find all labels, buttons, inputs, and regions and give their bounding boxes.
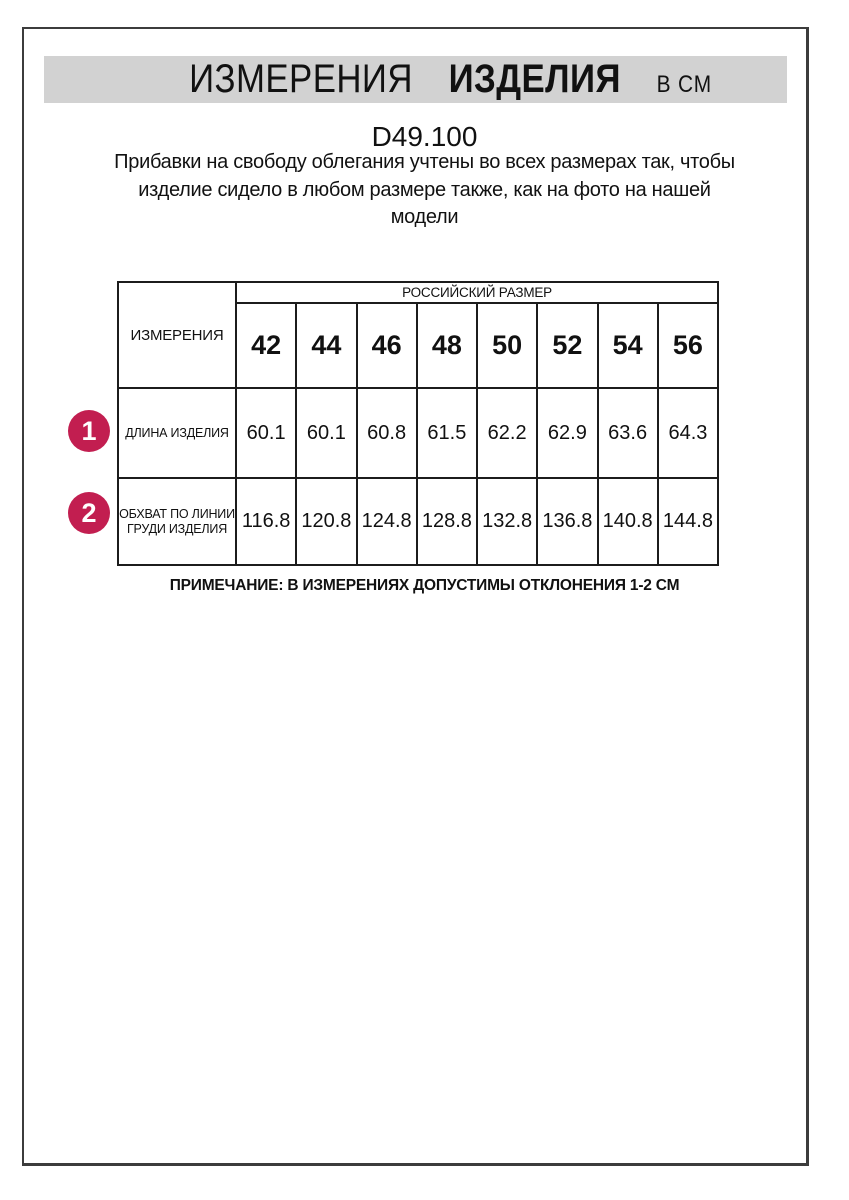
size-header-44: 44 [296, 303, 356, 388]
title-product: ИЗДЕЛИЯ [448, 57, 621, 101]
title-unit-label: В СМ [656, 71, 712, 98]
length-value-44: 60.1 [296, 388, 356, 478]
length-value-54: 63.6 [598, 388, 658, 478]
title-measurements: ИЗМЕРЕНИЯ [189, 57, 413, 101]
chest-value-44: 120.8 [296, 478, 356, 565]
measurements-table [117, 281, 719, 566]
description-line-3: модели [390, 206, 459, 228]
length-value-52: 62.9 [537, 388, 597, 478]
size-header-42: 42 [236, 303, 296, 388]
row-marker-1: 1 [68, 410, 110, 452]
title-group [189, 57, 712, 102]
description-line-2: изделие сидело в любом размере также, как на фото на нашей [138, 178, 711, 201]
table-row-length [118, 388, 718, 478]
chest-value-48: 128.8 [417, 478, 477, 565]
chest-value-56: 144.8 [658, 478, 718, 565]
product-code: D49.100 [371, 121, 478, 152]
row-marker-2: 2 [68, 492, 110, 534]
tolerance-note: ПРИМЕЧАНИЕ: В ИЗМЕРЕНИЯХ ДОПУСТИМЫ ОТКЛОНЕНИЯ 1-2 СМ [169, 577, 680, 594]
size-header-52: 52 [537, 303, 597, 388]
size-header-54: 54 [598, 303, 658, 388]
chest-value-42: 116.8 [236, 478, 296, 565]
chest-value-52: 136.8 [537, 478, 597, 565]
length-value-42: 60.1 [236, 388, 296, 478]
length-value-46: 60.8 [357, 388, 417, 478]
size-header-50: 50 [477, 303, 537, 388]
length-value-48: 61.5 [417, 388, 477, 478]
table-row-chest [118, 478, 718, 565]
chest-value-46: 124.8 [357, 478, 417, 565]
title-bar [44, 56, 787, 103]
size-header-48: 48 [417, 303, 477, 388]
chest-value-50: 132.8 [477, 478, 537, 565]
table-corner-header: ИЗМЕРЕНИЯ [118, 282, 236, 388]
fit-description [0, 149, 849, 232]
size-header-46: 46 [357, 303, 417, 388]
table-size-group-header: РОССИЙСКИЙ РАЗМЕР [236, 282, 718, 303]
length-value-50: 62.2 [477, 388, 537, 478]
row-label-length: ДЛИНА ИЗДЕЛИЯ [118, 388, 236, 478]
description-line-1: Прибавки на свободу облегания учтены во всех размерах так, чтобы [114, 151, 735, 173]
size-header-56: 56 [658, 303, 718, 388]
length-value-56: 64.3 [658, 388, 718, 478]
row-label-chest: ОБХВАТ ПО ЛИНИИ ГРУДИ ИЗДЕЛИЯ [118, 478, 236, 565]
chest-value-54: 140.8 [598, 478, 658, 565]
